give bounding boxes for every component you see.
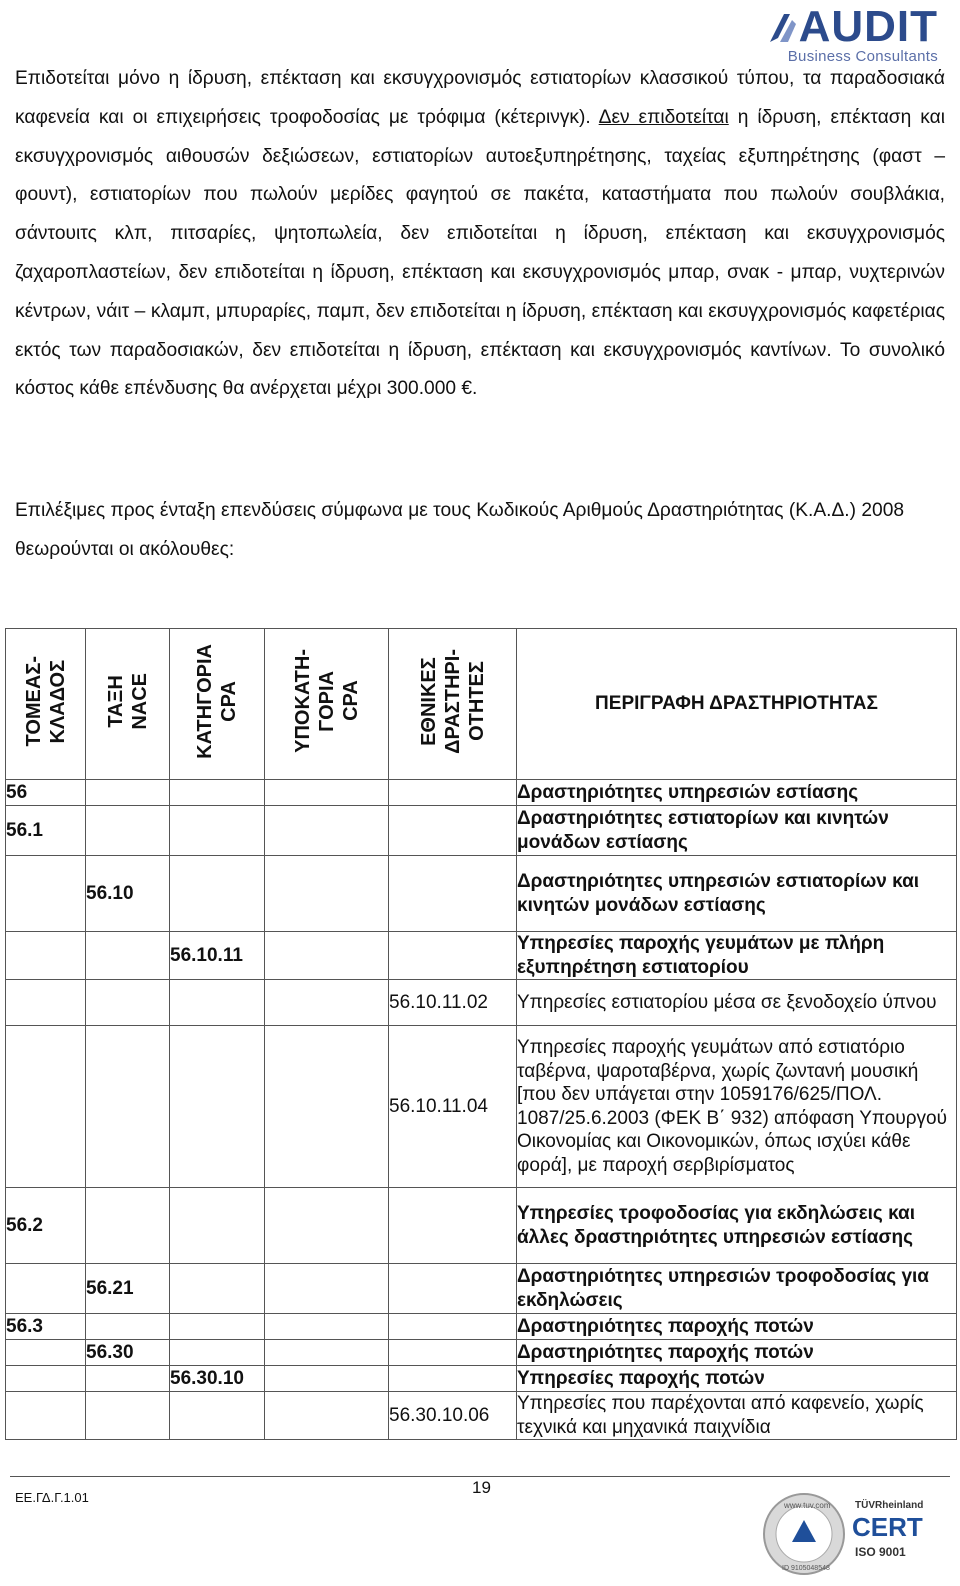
nace-cell bbox=[86, 1026, 170, 1188]
table-row bbox=[6, 1264, 957, 1314]
tuv-cert-badge bbox=[760, 1490, 940, 1578]
table-row bbox=[6, 1314, 957, 1340]
sector-cell bbox=[6, 1392, 86, 1440]
national-code-cell: 56.30.10.06 bbox=[389, 1392, 517, 1440]
sector-cell bbox=[6, 1340, 86, 1366]
description-cell: Υπηρεσίες παροχής γευμάτων με πλήρη εξυπηρέτηση εστιατορίου bbox=[517, 932, 957, 980]
category-cell bbox=[170, 856, 265, 932]
description-cell: Δραστηριότητες παροχής ποτών bbox=[517, 1314, 957, 1340]
category-cell bbox=[170, 1314, 265, 1340]
description-cell: Δραστηριότητες παροχής ποτών bbox=[517, 1340, 957, 1366]
kad-table bbox=[5, 628, 957, 1440]
svg-text:ISO 9001: ISO 9001 bbox=[855, 1545, 906, 1559]
subcategory-cell bbox=[265, 780, 389, 806]
description-cell: Δραστηριότητες υπηρεσιών εστίασης bbox=[517, 780, 957, 806]
page-number: 19 bbox=[472, 1478, 491, 1497]
nace-cell: 56.21 bbox=[86, 1264, 170, 1314]
subcategory-cell bbox=[265, 806, 389, 856]
national-code-cell bbox=[389, 780, 517, 806]
table-body bbox=[6, 780, 957, 1440]
description-cell: Υπηρεσίες εστιατορίου μέσα σε ξενοδοχείο ύπνου bbox=[517, 980, 957, 1026]
subcategory-cell bbox=[265, 932, 389, 980]
category-cell bbox=[170, 806, 265, 856]
description-cell: Υπηρεσίες παροχής γευμάτων από εστιατόριο ταβέρνα, ψαροταβέρνα, χωρίς ζωντανή μουσική [που δεν υπάγεται στην 1059176/625/ΠΟΛ. 1087/25.6.2003 (ΦΕΚ Β΄ 932) απόφαση Υπουργού Οικονομίας και Οικονομικών, όπως ισχύει κάθε φορά], με παροχή σερβιρίσματος bbox=[517, 1026, 957, 1188]
table-header-row bbox=[6, 629, 957, 780]
header-description: ΠΕΡΙΓΡΑΦΗ ΔΡΑΣΤΗΡΙΟΤΗΤΑΣ bbox=[517, 629, 957, 780]
svg-text:CERT: CERT bbox=[852, 1512, 923, 1542]
description-cell: Δραστηριότητες υπηρεσιών τροφοδοσίας για εκδηλώσεις bbox=[517, 1264, 957, 1314]
sector-cell bbox=[6, 980, 86, 1026]
national-code-cell bbox=[389, 932, 517, 980]
audit-logo bbox=[758, 4, 938, 64]
intro-underlined: Δεν επιδοτείται bbox=[598, 106, 729, 128]
nace-cell: 56.10 bbox=[86, 856, 170, 932]
nace-cell bbox=[86, 1366, 170, 1392]
svg-text:ID 9105048548: ID 9105048548 bbox=[782, 1565, 830, 1572]
document-code: ΕΕ.ΓΔ.Γ.1.01 bbox=[15, 1490, 89, 1505]
subcategory-cell bbox=[265, 856, 389, 932]
subcategory-cell bbox=[265, 1392, 389, 1440]
sector-cell bbox=[6, 932, 86, 980]
description-cell: Δραστηριότητες υπηρεσιών εστιατορίων και κινητών μονάδων εστίασης bbox=[517, 856, 957, 932]
national-code-cell bbox=[389, 1314, 517, 1340]
sector-cell bbox=[6, 856, 86, 932]
category-cell bbox=[170, 1026, 265, 1188]
sector-cell: 56.2 bbox=[6, 1188, 86, 1264]
svg-text:www.tuv.com: www.tuv.com bbox=[784, 1501, 831, 1510]
national-code-cell bbox=[389, 1188, 517, 1264]
sector-cell: 56 bbox=[6, 780, 86, 806]
sector-cell bbox=[6, 1366, 86, 1392]
description-cell: Υπηρεσίες που παρέχονται από καφενείο, χωρίς τεχνικά και μηχανικά παιχνίδια bbox=[517, 1392, 957, 1440]
category-cell bbox=[170, 1188, 265, 1264]
sector-cell: 56.1 bbox=[6, 806, 86, 856]
national-code-cell bbox=[389, 806, 517, 856]
category-cell bbox=[170, 980, 265, 1026]
nace-cell bbox=[86, 980, 170, 1026]
nace-cell: 56.30 bbox=[86, 1340, 170, 1366]
category-cell: 56.10.11 bbox=[170, 932, 265, 980]
header-nace: ΤΑΞΗ NACE bbox=[86, 629, 170, 780]
table-row bbox=[6, 1188, 957, 1264]
eligible-paragraph: Επιλέξιμες προς ένταξη επενδύσεις σύμφωνα με τους Κωδικούς Αριθμούς Δραστηριότητας (Κ.Α.Δ.) 2008 θεωρούνται οι ακόλουθες: bbox=[15, 500, 905, 560]
category-cell bbox=[170, 780, 265, 806]
sector-cell: 56.3 bbox=[6, 1314, 86, 1340]
intro-text-2: η ίδρυση, επέκταση και εκσυγχρονισμός αιθουσών δεξιώσεων, εστιατορίων αυτοεξυπηρέτησης, ταχείας εξυπηρέτησης (φαστ – φουντ), εστιατορίων που πωλούν μερίδες φαγητού σε πακέτα, καταστήματα που πωλούν σουβλάκια, σάντουιτς κλπ, πιτσαρίες, ψητοπωλεία, δεν επιδοτείται η ίδρυση, επέκταση και εκσυγχρονισμός ζαχαροπλαστείων, δεν επιδοτείται η ίδρυση, επέκταση και εκσυγχρονισμός μπαρ, σνακ - μπαρ, νυχτερινών κέντρων, νάιτ – κλαμπ, μπυραρίες, παμπ, δεν επιδοτείται η ίδρυση, επέκταση και εκσυγχρονισμός καφετέριας εκτός των παραδοσιακών, δεν επιδοτείται η ίδρυση, επέκταση και εκσυγχρονισμός καντίνων. Το συνολικό κόστος κάθε επένδυσης θα ανέρχεται μέχρι 300.000 €. bbox=[15, 106, 945, 400]
category-cell bbox=[170, 1264, 265, 1314]
intro-paragraph bbox=[15, 60, 945, 409]
nace-cell bbox=[86, 1392, 170, 1440]
logo-wordmark: AUDIT bbox=[798, 2, 938, 51]
table-row bbox=[6, 780, 957, 806]
table-row bbox=[6, 980, 957, 1026]
description-cell: Δραστηριότητες εστιατορίων και κινητών μονάδων εστίασης bbox=[517, 806, 957, 856]
logo-tagline: Business Consultants bbox=[787, 48, 938, 65]
subcategory-cell bbox=[265, 1026, 389, 1188]
description-cell: Υπηρεσίες παροχής ποτών bbox=[517, 1366, 957, 1392]
svg-text:TÜVRheinland: TÜVRheinland bbox=[855, 1500, 924, 1511]
header-sector: ΤΟΜΕΑΣ- ΚΛΑΔΟΣ bbox=[6, 629, 86, 780]
category-cell bbox=[170, 1392, 265, 1440]
subcategory-cell bbox=[265, 1264, 389, 1314]
table-row bbox=[6, 856, 957, 932]
national-code-cell bbox=[389, 1264, 517, 1314]
sector-cell bbox=[6, 1264, 86, 1314]
subcategory-cell bbox=[265, 980, 389, 1026]
subcategory-cell bbox=[265, 1314, 389, 1340]
national-code-cell bbox=[389, 1366, 517, 1392]
national-code-cell bbox=[389, 856, 517, 932]
tuv-seal-icon bbox=[760, 1490, 940, 1578]
nace-cell bbox=[86, 1314, 170, 1340]
nace-cell bbox=[86, 1188, 170, 1264]
subcategory-cell bbox=[265, 1366, 389, 1392]
description-cell: Υπηρεσίες τροφοδοσίας για εκδηλώσεις και άλλες δραστηριότητες υπηρεσιών εστίασης bbox=[517, 1188, 957, 1264]
table-row bbox=[6, 1392, 957, 1440]
intro-text-1: Επιδοτείται μόνο η ίδρυση, επέκταση και εκσυγχρονισμός εστιατορίων κλασσικού τύπου, τα παραδοσιακά καφενεία και οι επιχειρήσεις τροφοδοσίας με τρόφιμα (κέτερινγκ). bbox=[15, 68, 945, 128]
table-row bbox=[6, 1026, 957, 1188]
header-category: ΚΑΤΗΓΟΡΙΑ CPA bbox=[170, 629, 265, 780]
national-code-cell: 56.10.11.02 bbox=[389, 980, 517, 1026]
header-national: ΕΘΝΙΚΕΣ ΔΡΑΣΤΗΡΙ- ΟΤΗΤΕΣ bbox=[389, 629, 517, 780]
nace-cell bbox=[86, 806, 170, 856]
category-cell: 56.30.10 bbox=[170, 1366, 265, 1392]
table-row bbox=[6, 806, 957, 856]
nace-cell bbox=[86, 780, 170, 806]
sector-cell bbox=[6, 1026, 86, 1188]
footer-divider bbox=[10, 1476, 950, 1477]
nace-cell bbox=[86, 932, 170, 980]
header-subcategory: ΥΠΟΚΑΤΗ- ΓΟΡΙΑ CPA bbox=[265, 629, 389, 780]
category-cell bbox=[170, 1340, 265, 1366]
national-code-cell bbox=[389, 1340, 517, 1366]
national-code-cell: 56.10.11.04 bbox=[389, 1026, 517, 1188]
subcategory-cell bbox=[265, 1340, 389, 1366]
table-row bbox=[6, 1366, 957, 1392]
table-row bbox=[6, 932, 957, 980]
subcategory-cell bbox=[265, 1188, 389, 1264]
table-row bbox=[6, 1340, 957, 1366]
